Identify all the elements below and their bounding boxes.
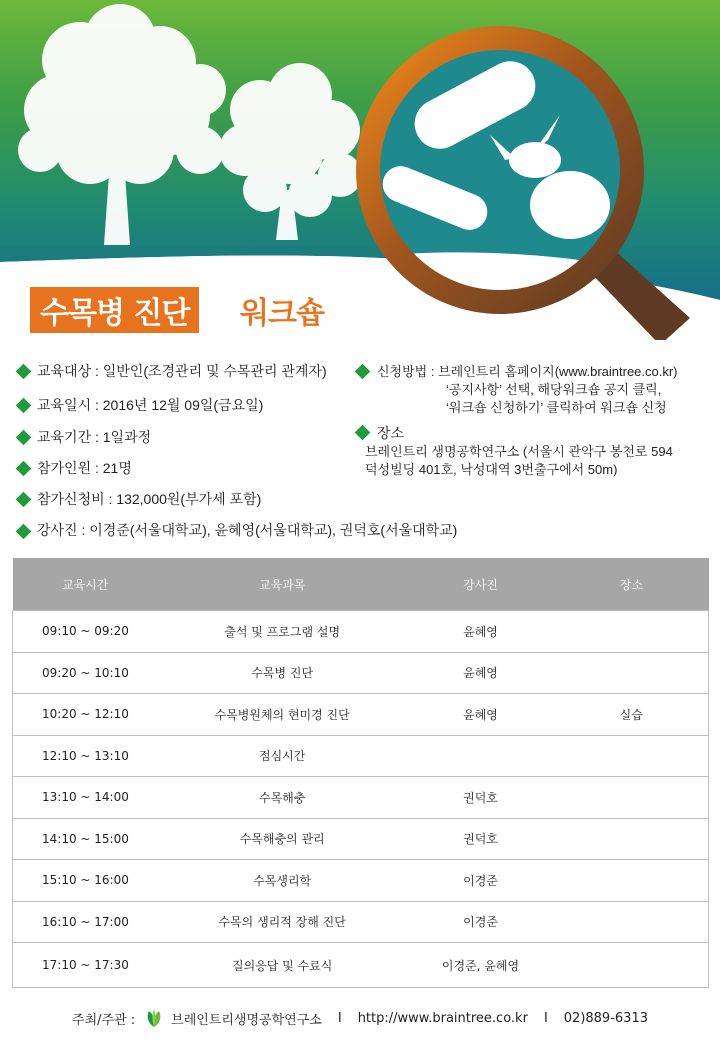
footer-phone: 02)889-6313: [563, 1010, 648, 1026]
cell-time: 09:10 ~ 09:20: [13, 611, 158, 653]
venue-address-1: 브레인트리 생명공학연구소 (서울시 관악구 봉천로 594: [365, 444, 673, 459]
bullet-diamond-icon: [16, 430, 32, 446]
bullet-diamond-icon: [355, 425, 371, 441]
bullet-diamond-icon: [16, 364, 32, 380]
cell-time: 12:10 ~ 13:10: [13, 735, 158, 777]
cell-time: 10:20 ~ 12:10: [13, 694, 158, 736]
cell-location: 실습: [555, 694, 709, 736]
table-row: [13, 777, 709, 819]
table-row: [13, 901, 709, 943]
venue-address-2: 덕성빌딩 401호, 낙성대역 3번출구에서 50m): [365, 462, 618, 477]
cell-subject: 수목병 진단: [158, 652, 407, 694]
header-time: 교육시간: [13, 558, 158, 611]
cell-instructor: 이경준: [406, 901, 554, 943]
cell-location: [555, 611, 709, 653]
table-header-row: [13, 558, 709, 611]
table-row: [13, 943, 709, 988]
table-row: [13, 818, 709, 860]
header-location: 장소: [555, 558, 709, 611]
leaf-logo-icon: [143, 1007, 165, 1029]
cell-instructor: 윤혜영: [406, 611, 554, 653]
bullet-diamond-icon: [355, 364, 371, 380]
footer-org: 브레인트리생명공학연구소: [171, 1012, 322, 1028]
cell-location: [555, 777, 709, 819]
cell-location: [555, 901, 709, 943]
cell-instructor: 윤혜영: [406, 652, 554, 694]
apply-step-1: ‘공지사항’ 선택, 해당워크숍 공지 클릭,: [446, 382, 662, 397]
table-row: [13, 735, 709, 777]
info-duration: 교육기간 : 1일과정: [37, 429, 152, 445]
cell-subject: 출석 및 프로그램 설명: [158, 611, 407, 653]
footer-host-label: 주최/주관 :: [72, 1012, 136, 1028]
info-capacity: 참가인원 : 21명: [37, 460, 132, 476]
cell-instructor: 권덕호: [406, 777, 554, 819]
table-row: [13, 611, 709, 653]
cell-instructor: 이경준, 윤혜영: [406, 943, 554, 988]
cell-time: 14:10 ~ 15:00: [13, 818, 158, 860]
footer: 주최/주관 : 브레인트리생명공학연구소 I http://www.braintree.co.kr I 02)889-6313: [0, 1006, 720, 1030]
cell-subject: 수목해충: [158, 777, 407, 819]
venue-label: 장소: [377, 425, 405, 441]
cell-location: [555, 860, 709, 902]
cell-location: [555, 652, 709, 694]
cell-instructor: [406, 735, 554, 777]
cell-subject: 수목의 생리적 장해 진단: [158, 901, 407, 943]
cell-time: 17:10 ~ 17:30: [13, 943, 158, 988]
cell-time: 09:20 ~ 10:10: [13, 652, 158, 694]
bullet-diamond-icon: [16, 524, 32, 540]
cell-time: 16:10 ~ 17:00: [13, 901, 158, 943]
info-fee: 참가신청비 : 132,000원(부가세 포함): [37, 491, 262, 507]
schedule-table: [12, 558, 709, 988]
cell-subject: 질의응답 및 수료식: [158, 943, 407, 988]
footer-url[interactable]: http://www.braintree.co.kr: [357, 1010, 528, 1026]
cell-subject: 점심시간: [158, 735, 407, 777]
cell-location: [555, 735, 709, 777]
info-instructors: 강사진 : 이경준(서울대학교), 윤혜영(서울대학교), 권덕호(서울대학교): [37, 522, 458, 538]
title-box: [30, 287, 199, 333]
cell-subject: 수목병원체의 현미경 진단: [158, 694, 407, 736]
page-title: 수목병 진단: [40, 296, 190, 331]
info-date: 교육일시 : 2016년 12월 09일(금요일): [37, 397, 264, 413]
cell-subject: 수목해충의 관리: [158, 818, 407, 860]
cell-subject: 수목생리학: [158, 860, 407, 902]
cell-location: [555, 943, 709, 988]
info-target: 교육대상 : 일반인(조경관리 및 수목관리 관계자): [37, 363, 327, 379]
table-row: [13, 860, 709, 902]
cell-time: 15:10 ~ 16:00: [13, 860, 158, 902]
table-row: [13, 652, 709, 694]
bullet-diamond-icon: [16, 461, 32, 477]
cell-instructor: 권덕호: [406, 818, 554, 860]
cell-time: 13:10 ~ 14:00: [13, 777, 158, 819]
header-subject: 교육과목: [158, 558, 407, 611]
cell-instructor: 이경준: [406, 860, 554, 902]
table-row: [13, 694, 709, 736]
cell-location: [555, 818, 709, 860]
apply-method: 신청방법 : 브레인트리 홈페이지(www.braintree.co.kr): [377, 364, 678, 379]
apply-step-2: ‘워크숍 신청하기’ 클릭하여 워크숍 신청: [446, 400, 667, 415]
header-instructor: 강사진: [406, 558, 554, 611]
bullet-diamond-icon: [16, 492, 32, 508]
page-subtitle: 워크숍: [240, 296, 324, 331]
bullet-diamond-icon: [16, 398, 32, 414]
cell-instructor: 윤혜영: [406, 694, 554, 736]
